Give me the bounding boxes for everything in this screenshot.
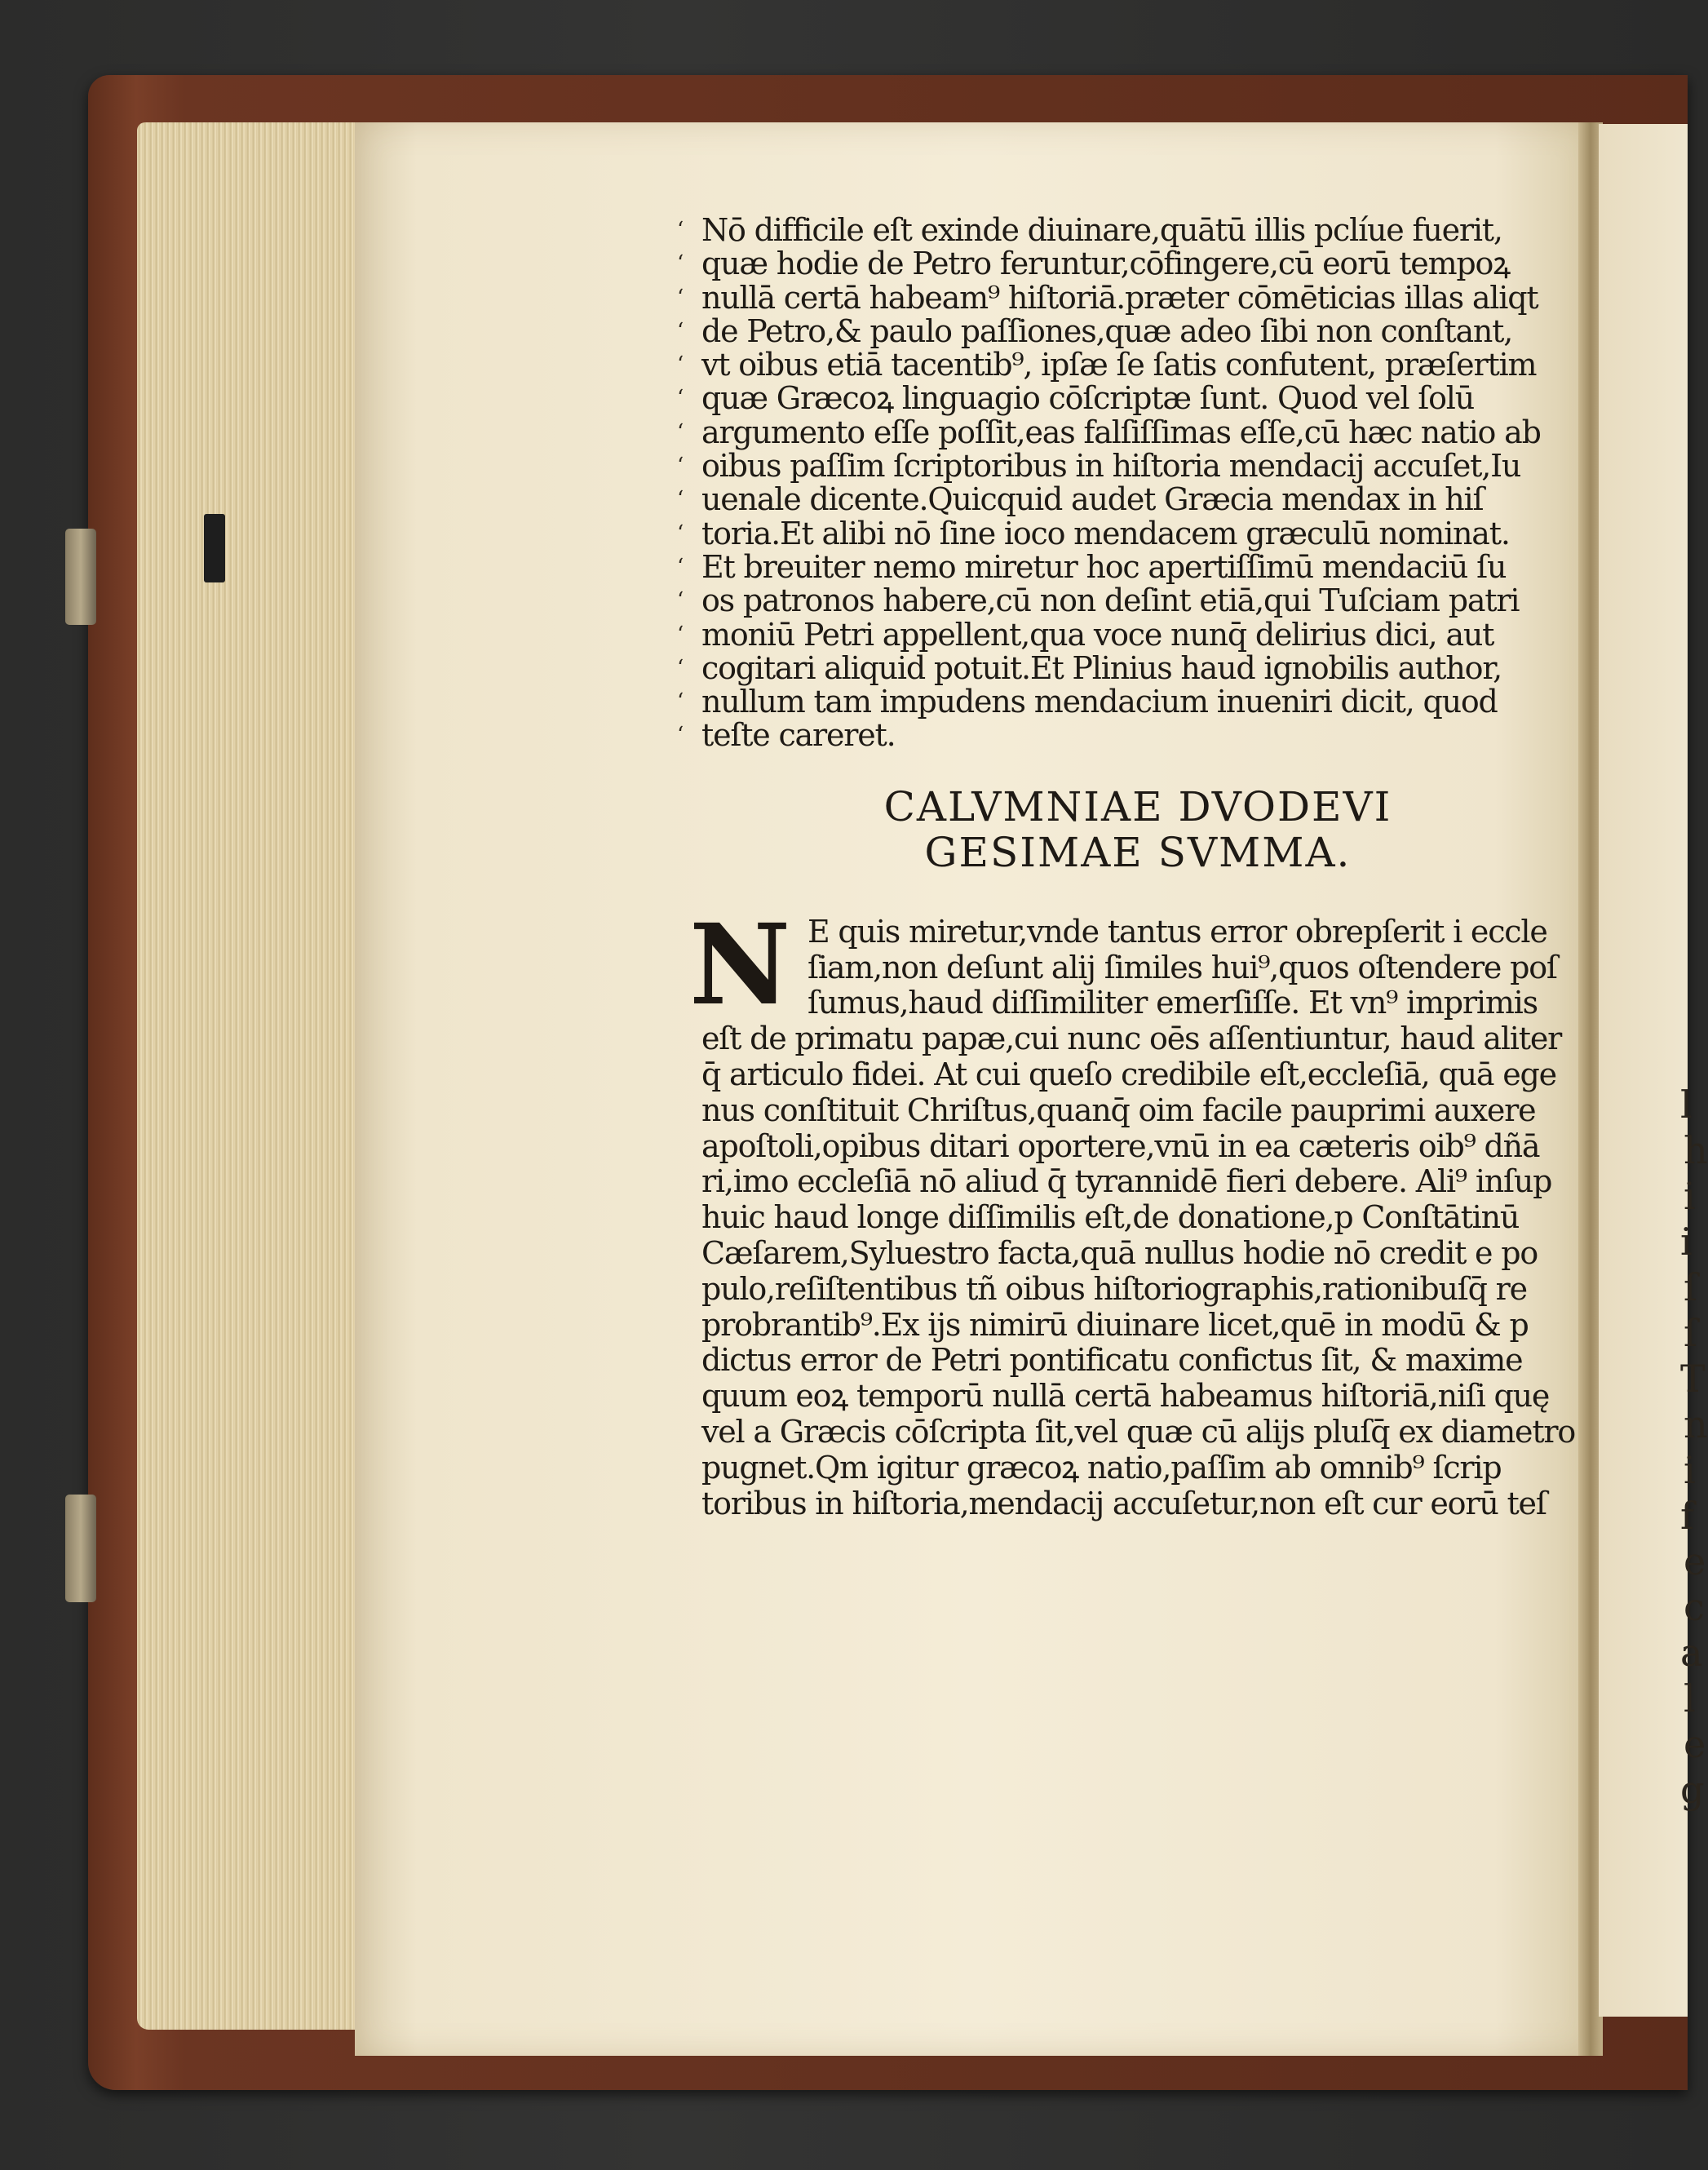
text-line: eſt de primatu papæ,cui nunc oēs aſſentiuntur, haud aliter bbox=[701, 1021, 1562, 1057]
right-page-letter: l bbox=[1684, 1676, 1696, 1720]
right-page-letter: h bbox=[1684, 1128, 1708, 1172]
text-line: pugnet.Qm igitur græcoꝝ natio,paſſim ab omnib⁹ ſcrip bbox=[701, 1449, 1502, 1486]
text-line-content: de Petro,& paulo paſſiones,quæ adeo ſibi non conſtant, bbox=[701, 312, 1513, 349]
text-line: pulo,reſiſtentibus tñ oibus hiſtoriographis,rationibuſq̄ re bbox=[701, 1270, 1527, 1307]
text-line bbox=[677, 684, 1574, 720]
margin-quote-mark: ‘ bbox=[677, 520, 684, 546]
text-line-content: os patronos habere,cū non deſint etiā,qui Tuſciam patri bbox=[701, 582, 1520, 619]
text-line bbox=[677, 448, 1574, 485]
text-line-content: toria.Et alibi nō ſine ioco mendacem græculū nominat. bbox=[701, 515, 1510, 551]
text-line bbox=[677, 279, 1574, 316]
text-line: Cæſarem,Syluestro facta,quā nullus hodie nō credit e po bbox=[701, 1234, 1538, 1271]
drop-cap: N bbox=[689, 899, 791, 1030]
paragraph-2 bbox=[689, 899, 1576, 1522]
text-line-content: quæ hodie de Petro feruntur,cōfingere,cū eorū tempoꝝ bbox=[701, 246, 1510, 282]
heading-line-1: CALVMNIAE DVODEVI bbox=[883, 782, 1392, 830]
margin-quote-mark: ‘ bbox=[677, 285, 684, 310]
text-line bbox=[677, 548, 1574, 585]
text-line bbox=[677, 481, 1574, 518]
right-page-letter: l bbox=[1680, 1083, 1693, 1127]
right-page-letter: T bbox=[1680, 1357, 1706, 1401]
margin-quote-mark: ‘ bbox=[677, 723, 684, 748]
text-line: vel a Græcis cōſcripta ſit,vel quæ cū alijs pluſq̄ ex diametro bbox=[701, 1413, 1576, 1450]
margin-quote-mark: ‘ bbox=[677, 218, 684, 242]
right-page-letter: i bbox=[1680, 1220, 1693, 1264]
margin-quote-mark: ‘ bbox=[677, 554, 684, 579]
paragraph-2-body bbox=[701, 1021, 1574, 1521]
right-page-sliver bbox=[1599, 124, 1708, 2017]
heading-line-2: GESIMAE SVMMA. bbox=[924, 828, 1352, 876]
text-line: huic haud longe diſſimilis eſt,de donatione,p Conſtātinū bbox=[701, 1199, 1520, 1236]
text-line-content: teſte careret. bbox=[701, 717, 896, 754]
text-line: probrantib⁹.Ex ijs nimirū diuinare licet,quē in modū & p bbox=[701, 1306, 1529, 1343]
clasp-top bbox=[65, 529, 96, 625]
text-line: ſumus,haud diſſimiliter emerſiſſe. Et vn⁹ imprimis bbox=[808, 985, 1538, 1021]
text-line-content: cogitari aliquid potuit.Et Plinius haud ignobilis author, bbox=[701, 649, 1502, 686]
right-page-letter: n bbox=[1684, 1402, 1708, 1446]
text-line bbox=[677, 515, 1574, 551]
margin-quote-mark: ‘ bbox=[677, 588, 684, 613]
text-line-content: moniū Petri appellent,qua voce nunq̄ delirius dici, aut bbox=[701, 616, 1494, 653]
text-line-content: uenale dicente.Quicquid audet Græcia mendax in hiſ bbox=[701, 481, 1484, 518]
text-line bbox=[677, 616, 1574, 653]
right-page-letter: g bbox=[1680, 1768, 1705, 1812]
bookmark-tab bbox=[204, 514, 225, 582]
text-line: q̄ articulo fidei. At cui queſo credibile eſt,eccleſiā, quā ege bbox=[701, 1056, 1556, 1092]
text-line-content: vt oibus etiā tacentib⁹, ipſæ ſe ſatis confutent, præſertim bbox=[701, 347, 1537, 383]
margin-quote-mark: ‘ bbox=[677, 622, 684, 647]
right-page-letter: i bbox=[1684, 1174, 1696, 1218]
page-text bbox=[677, 212, 1576, 1521]
text-line bbox=[677, 717, 1574, 754]
text-line: nus conſtituit Chriſtus,quanq̄ oim facile pauprimi auxere bbox=[701, 1092, 1536, 1128]
margin-quote-mark: ‘ bbox=[677, 318, 684, 343]
text-line bbox=[677, 246, 1574, 282]
right-page-letter: i bbox=[1684, 1448, 1696, 1492]
right-page-letter: c bbox=[1684, 1585, 1705, 1629]
text-line bbox=[677, 649, 1574, 686]
margin-quote-mark: ‘ bbox=[677, 386, 684, 411]
paragraph-2-indented-lines bbox=[701, 914, 1574, 1021]
text-line: ri,imo eccleſiā nō aliud q̄ tyrannidē fieri debere. Ali⁹ inſup bbox=[701, 1163, 1552, 1200]
margin-quote-mark: ‘ bbox=[677, 251, 684, 277]
right-page-letter: ſ bbox=[1684, 1265, 1698, 1309]
right-page-letter: e bbox=[1684, 1539, 1706, 1583]
margin-quote-mark: ‘ bbox=[677, 487, 684, 512]
right-page-letter: a bbox=[1680, 1631, 1703, 1675]
margin-quote-mark: ‘ bbox=[677, 655, 684, 680]
page-edges bbox=[137, 122, 359, 2030]
text-line bbox=[677, 347, 1574, 383]
paragraph-1 bbox=[677, 212, 1574, 754]
text-line-content: nullā certā habeam⁹ hiſtoriā.præter cōmēticias illas aliqt bbox=[701, 279, 1538, 316]
text-line bbox=[677, 312, 1574, 349]
text-line: E quis miretur,vnde tantus error obrepſerit i eccle bbox=[808, 913, 1547, 950]
text-line bbox=[677, 414, 1574, 450]
margin-quote-mark: ‘ bbox=[677, 352, 684, 378]
margin-quote-mark: ‘ bbox=[677, 454, 684, 479]
text-line-content: Et breuiter nemo miretur hoc apertiſſimū mendaciū ſu bbox=[701, 548, 1507, 585]
margin-quote-mark: ‘ bbox=[677, 689, 684, 715]
text-line bbox=[677, 212, 1574, 248]
text-line-content: Nō difficile eſt exinde diuinare,quātū illis pclíue fuerit, bbox=[701, 212, 1502, 248]
right-page-letter: ſ bbox=[1684, 1311, 1698, 1355]
text-line bbox=[677, 380, 1574, 417]
text-line: quum eoꝝ temporū nullā certā habeamus hiſtoriā,niſi quę bbox=[701, 1378, 1550, 1415]
text-line: apoſtoli,opibus ditari oportere,vnū in ea cæteris oib⁹ dñā bbox=[701, 1127, 1540, 1164]
text-line: toribus in hiſtoria,mendacij accuſetur,non eſt cur eorū teſ bbox=[701, 1485, 1546, 1521]
text-line-content: argumento eſſe poſſit,eas falſiſſimas eſſe,cū hæc natio ab bbox=[701, 414, 1541, 450]
section-heading bbox=[701, 784, 1574, 875]
margin-quote-mark: ‘ bbox=[677, 419, 684, 445]
clasp-bottom bbox=[65, 1495, 96, 1602]
right-page-letter: e bbox=[1684, 1722, 1706, 1766]
right-page-letter: f bbox=[1680, 1494, 1695, 1538]
text-line-content: oibus paſſim ſcriptoribus in hiſtoria mendacij accuſet,Iu bbox=[701, 448, 1521, 485]
text-line-content: quæ Græcoꝝ linguagio cōſcriptæ ſunt. Quod vel ſolū bbox=[701, 380, 1475, 417]
text-line: ſiam,non deſunt alij ſimiles hui⁹,quos oſtendere poſ bbox=[808, 949, 1557, 985]
text-line bbox=[677, 582, 1574, 619]
text-line: dictus error de Petri pontificatu confictus ſit, & maxime bbox=[701, 1342, 1523, 1379]
text-line-content: nullum tam impudens mendacium inueniri dicit, quod bbox=[701, 684, 1498, 720]
